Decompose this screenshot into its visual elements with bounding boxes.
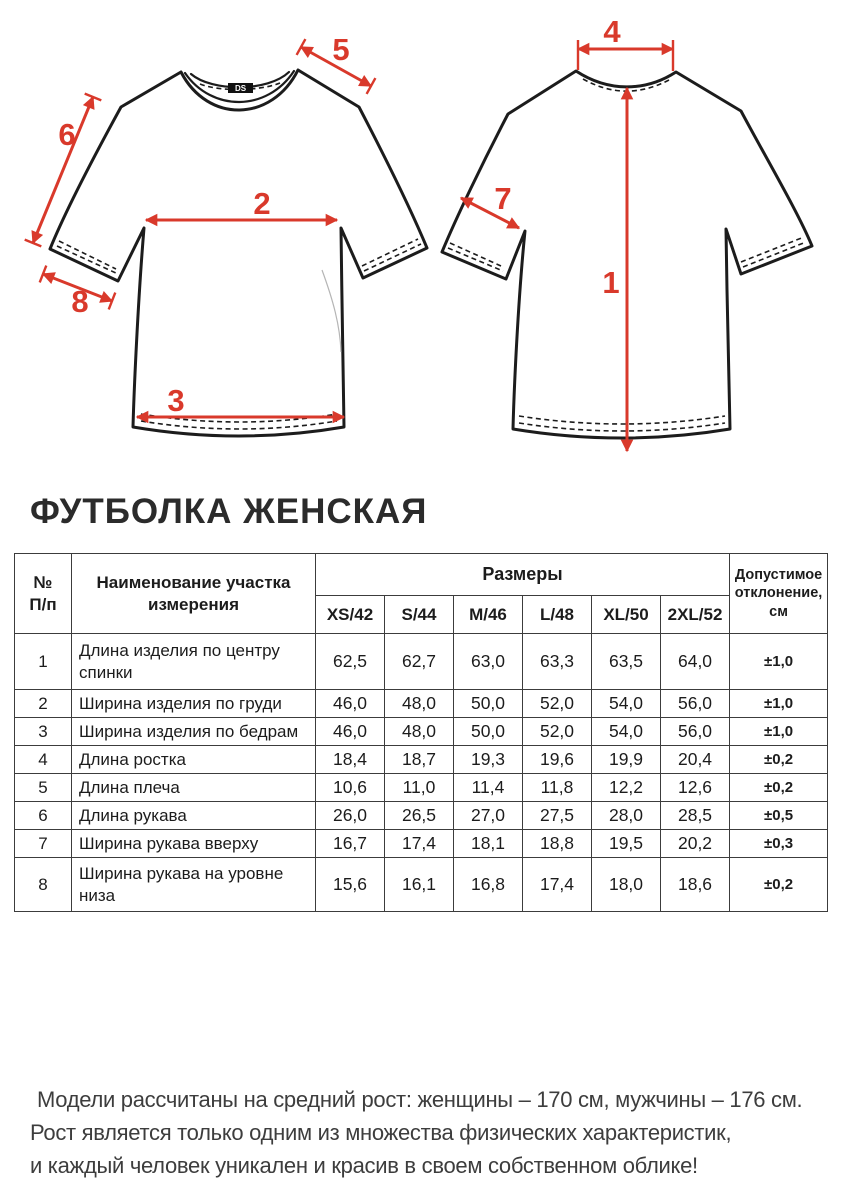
cell-value: 19,6	[523, 746, 592, 774]
back-tshirt-drawing	[442, 14, 812, 451]
cell-value: 52,0	[523, 690, 592, 718]
measure-label-1: 1	[602, 265, 620, 300]
header-size-xl50: XL/50	[592, 596, 661, 634]
table-row	[15, 690, 828, 718]
cell-value: 26,0	[316, 802, 385, 830]
cell-value: 20,2	[661, 830, 730, 858]
cell-value: 18,8	[523, 830, 592, 858]
cell-value: 56,0	[661, 690, 730, 718]
cell-value: 16,8	[454, 858, 523, 912]
row-num: 5	[15, 774, 72, 802]
cell-value: 46,0	[316, 690, 385, 718]
cell-value: 16,7	[316, 830, 385, 858]
cell-value: 48,0	[385, 718, 454, 746]
cell-value: 11,4	[454, 774, 523, 802]
cell-value: 56,0	[661, 718, 730, 746]
row-name: Ширина изделия по бедрам	[72, 718, 316, 746]
row-name: Ширина рукава на уровне низа	[72, 858, 316, 912]
size-table	[14, 553, 828, 912]
cell-value: 27,0	[454, 802, 523, 830]
cell-value: 46,0	[316, 718, 385, 746]
cell-tolerance: ±0,2	[730, 746, 828, 774]
cell-value: 63,0	[454, 634, 523, 690]
row-name: Длина ростка	[72, 746, 316, 774]
table-row	[15, 858, 828, 912]
cell-tolerance: ±0,5	[730, 802, 828, 830]
cell-tolerance: ±0,3	[730, 830, 828, 858]
cell-value: 27,5	[523, 802, 592, 830]
cell-value: 19,3	[454, 746, 523, 774]
header-sizes: Размеры	[316, 554, 730, 596]
cell-value: 18,4	[316, 746, 385, 774]
measure-label-4: 4	[603, 14, 621, 49]
footer-note	[30, 1083, 830, 1182]
row-num: 7	[15, 830, 72, 858]
header-size-l48: L/48	[523, 596, 592, 634]
row-name: Длина изделия по центру спинки	[72, 634, 316, 690]
cell-value: 48,0	[385, 690, 454, 718]
cell-value: 62,7	[385, 634, 454, 690]
front-tshirt-drawing	[25, 32, 427, 436]
cell-value: 12,6	[661, 774, 730, 802]
footer-line-2: Рост является только одним из множества физических характеристик,	[30, 1120, 732, 1145]
cell-value: 26,5	[385, 802, 454, 830]
header-size-m46: M/46	[454, 596, 523, 634]
cell-value: 18,6	[661, 858, 730, 912]
cell-value: 50,0	[454, 690, 523, 718]
cell-tolerance: ±1,0	[730, 690, 828, 718]
cell-value: 52,0	[523, 718, 592, 746]
cell-value: 64,0	[661, 634, 730, 690]
footer-line-1: Модели рассчитаны на средний рост: женщины – 170 см, мужчины – 176 см.	[37, 1087, 803, 1112]
row-num: 8	[15, 858, 72, 912]
cell-value: 11,8	[523, 774, 592, 802]
measure-label-6: 6	[58, 117, 76, 152]
cell-value: 12,2	[592, 774, 661, 802]
cell-tolerance: ±0,2	[730, 858, 828, 912]
cell-value: 18,0	[592, 858, 661, 912]
header-name: Наименование участка измерения	[72, 554, 316, 634]
measure-label-8: 8	[71, 284, 89, 319]
cell-value: 15,6	[316, 858, 385, 912]
row-name: Длина плеча	[72, 774, 316, 802]
row-num: 6	[15, 802, 72, 830]
cell-value: 17,4	[523, 858, 592, 912]
cell-value: 11,0	[385, 774, 454, 802]
row-num: 4	[15, 746, 72, 774]
cell-value: 16,1	[385, 858, 454, 912]
cell-value: 28,5	[661, 802, 730, 830]
header-tolerance: Допустимое отклонение, см	[730, 554, 828, 634]
measure-label-5: 5	[332, 32, 350, 67]
cell-value: 17,4	[385, 830, 454, 858]
cell-value: 18,7	[385, 746, 454, 774]
cell-value: 54,0	[592, 690, 661, 718]
row-num: 1	[15, 634, 72, 690]
header-size-2xl52: 2XL/52	[661, 596, 730, 634]
cell-value: 19,9	[592, 746, 661, 774]
table-row	[15, 774, 828, 802]
cell-value: 10,6	[316, 774, 385, 802]
table-header-row-1	[15, 554, 828, 596]
cell-value: 63,3	[523, 634, 592, 690]
row-name: Ширина изделия по груди	[72, 690, 316, 718]
measure-label-7: 7	[494, 181, 512, 216]
page-title: ФУТБОЛКА ЖЕНСКАЯ	[30, 492, 428, 531]
cell-value: 54,0	[592, 718, 661, 746]
measurement-diagram	[0, 0, 841, 470]
header-size-xs42: XS/42	[316, 596, 385, 634]
row-name: Длина рукава	[72, 802, 316, 830]
cell-value: 62,5	[316, 634, 385, 690]
footer-line-3: и каждый человек уникален и красив в своем собственном облике!	[30, 1153, 698, 1178]
table-row	[15, 802, 828, 830]
measure-arrow-4	[578, 14, 673, 71]
row-num: 3	[15, 718, 72, 746]
cell-value: 63,5	[592, 634, 661, 690]
cell-value: 20,4	[661, 746, 730, 774]
header-num: № П/п	[15, 554, 72, 634]
cell-value: 19,5	[592, 830, 661, 858]
neck-label-text: DS	[234, 84, 247, 93]
front-body-outline	[50, 70, 427, 436]
cell-tolerance: ±1,0	[730, 634, 828, 690]
table-row	[15, 634, 828, 690]
table-row	[15, 746, 828, 774]
table-row	[15, 718, 828, 746]
row-num: 2	[15, 690, 72, 718]
measure-label-2: 2	[253, 186, 271, 221]
measure-label-3: 3	[167, 383, 185, 418]
cell-tolerance: ±1,0	[730, 718, 828, 746]
row-name: Ширина рукава вверху	[72, 830, 316, 858]
table-row	[15, 830, 828, 858]
cell-value: 50,0	[454, 718, 523, 746]
size-table-grid	[14, 553, 828, 912]
cell-tolerance: ±0,2	[730, 774, 828, 802]
header-size-s44: S/44	[385, 596, 454, 634]
cell-value: 28,0	[592, 802, 661, 830]
cell-value: 18,1	[454, 830, 523, 858]
